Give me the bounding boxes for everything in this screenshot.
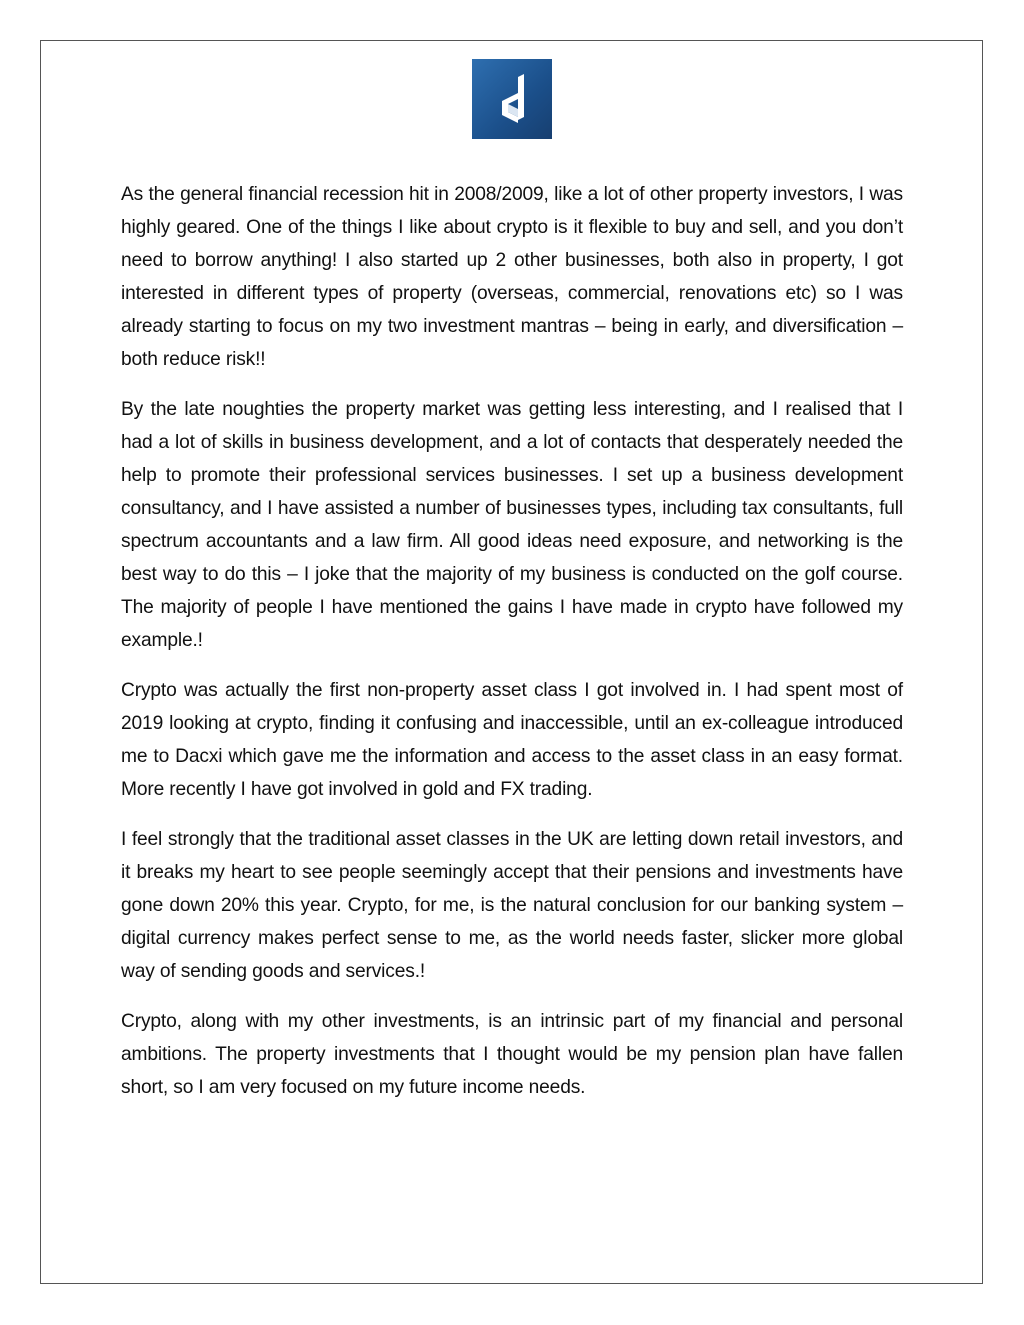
paragraph: Crypto was actually the first non-property asset class I got involved in. I had spent most of 2019 looking at crypto, finding it confusing and inaccessible, until an ex-colleague introduced me to Dacxi which gave me the information and access to the asset class in an easy format. More recently I have got involved in gold and FX trading. [121, 680, 903, 800]
document-body [121, 178, 903, 1121]
paragraph: I feel strongly that the traditional asset classes in the UK are letting down retail investors, and it breaks my heart to see people seemingly accept that their pensions and investments have gone down 20% this year. Crypto, for me, is the natural conclusion for our banking system – digital currency makes perfect sense to me, as the world needs faster, slicker more global way of sending goods and services.! [121, 829, 903, 982]
paragraph: As the general financial recession hit in 2008/2009, like a lot of other property investors, I was highly geared. One of the things I like about crypto is it flexible to buy and sell, and you don’t need to borrow anything! I also started up 2 other businesses, both also in property, I got interested in different types of property (overseas, commercial, renovations etc) so I was already starting to focus on my two investment mantras – being in early, and diversification – both reduce risk!! [121, 184, 903, 370]
dacxi-logo-icon [472, 59, 552, 139]
paragraph: Crypto, along with my other investments, is an intrinsic part of my financial and personal ambitions. The property investments that I thought would be my pension plan have fallen short, so I am very focused on my future income needs. [121, 1011, 903, 1098]
paragraph: By the late noughties the property market was getting less interesting, and I realised that I had a lot of skills in business development, and a lot of contacts that desperately needed the help to promote their professional services businesses. I set up a business development consultancy, and I have assisted a number of businesses types, including tax consultants, full spectrum accountants and a law firm. All good ideas need exposure, and networking is the best way to do this – I joke that the majority of my business is conducted on the golf course. The majority of people I have mentioned the gains I have made in crypto have followed my example.! [121, 399, 903, 651]
logo-mark [472, 59, 552, 139]
